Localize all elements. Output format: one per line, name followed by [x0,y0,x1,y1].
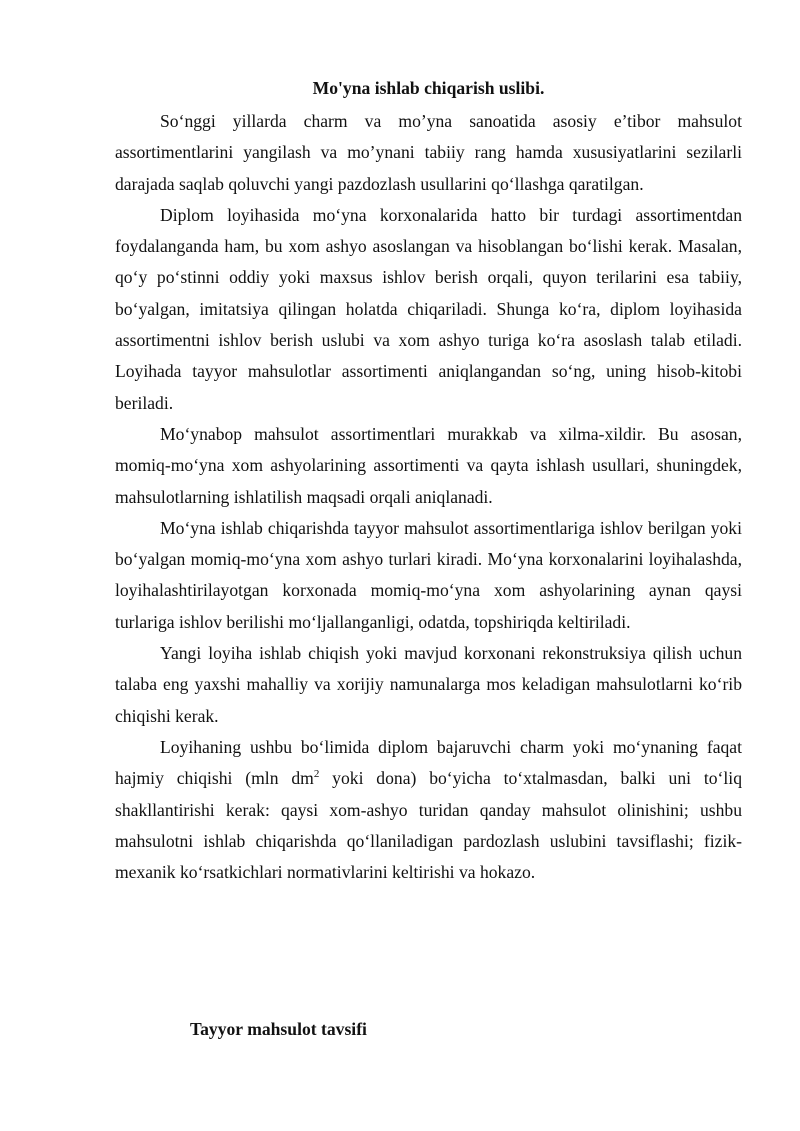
paragraph: So‘nggi yillarda charm va mo’yna sanoatida asosiy e’tibor mahsulot assortimentlarini yangilash va mo’ynani tabiiy rang hamda xususiyatlarini sezilarli darajada saqlab qoluvchi yangi pazdozlash usullarini qo‘llashga qaratilgan. [115,111,742,194]
document-body [115,106,742,888]
section-heading: Tayyor mahsulot tavsifi [190,1019,367,1039]
paragraph-text: yoki dona) bo‘yicha to‘xtalmasdan, balki uni to‘liq shakllantirishi kerak: qaysi xom-ashyo turidan qanday mahsulot olinishini; ushbu mahsulotni ishlab chiqarishda qo‘llaniladigan pardozlash uslubini tavsiflashi; fizik-mexanik ko‘rsatkichlari normativlarini keltirishi va hokazo. [115,768,742,883]
document-title: Mo'yna ishlab chiqarish uslibi. [312,78,545,98]
paragraph: Diplom loyihasida mo‘yna korxonalarida hatto bir turdagi assortimentdan foydalanganda ham, bu xom ashyo asoslangan va hisoblangan bo‘lishi kerak. Masalan, qo‘y po‘stinni oddiy yoki maxsus ishlov berish orqali, quyon terilarini esa tabiiy, bo‘yalgan, imitatsiya qilingan holatda chiqariladi. Shunga ko‘ra, diplom loyihasida assortimentni ishlov berish uslubi va xom ashyo turiga ko‘ra asoslash talab etiladi. Loyihada tayyor mahsulotlar assortimenti aniqlangandan so‘ng, uning hisob-kitobi beriladi. [115,204,742,413]
paragraph [115,732,742,888]
paragraph-text: Loyihaning ushbu bo‘limida diplom bajaruvchi charm yoki mo‘ynaning faqat hajmiy chiqishi (mln dm [115,736,742,789]
superscript: 2 [313,768,320,781]
paragraph: Mo‘yna ishlab chiqarishda tayyor mahsulot assortimentlariga ishlov berilgan yoki bo‘yalgan momiq-mo‘yna xom ashyo turlari kiradi. Mo‘yna korxonalarini loyihalashda, loyihalashtirilayotgan korxonada momiq-mo‘yna xom ashyolarining aynan qaysi turlariga ishlov berilishi mo‘ljallanganligi, odatda, topshiriqda keltiriladi. [115,517,742,632]
paragraph: Yangi loyiha ishlab chiqish yoki mavjud korxonani rekonstruksiya qilish uchun talaba eng yaxshi mahalliy va xorijiy namunalarga mos keladigan mahsulotlarni ko‘rib chiqishi kerak. [115,643,742,726]
paragraph: Mo‘ynabop mahsulot assortimentlari murakkab va xilma-xildir. Bu asosan, momiq-mo‘yna xom ashyolarining assortimenti va qayta ishlash usullari, shuningdek, mahsulotlarning ishlatilish maqsadi orqali aniqlanadi. [115,423,742,507]
